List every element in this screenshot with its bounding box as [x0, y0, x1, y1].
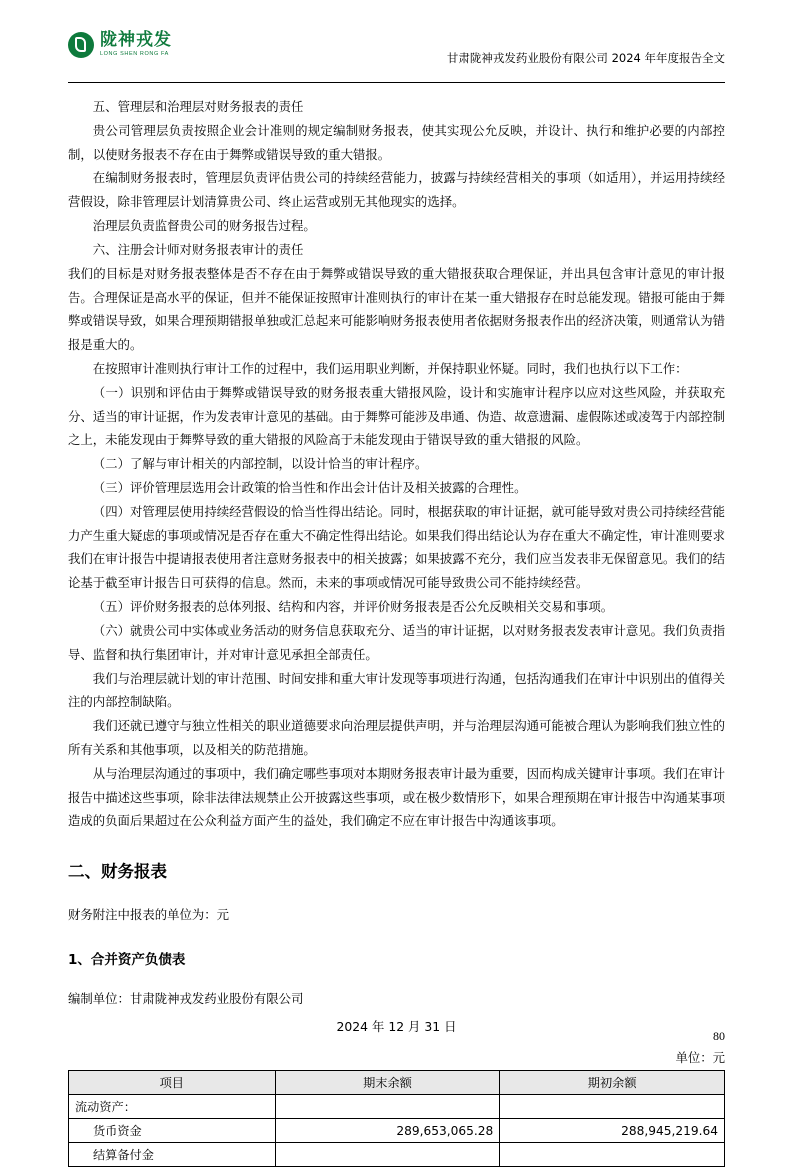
table-row [69, 1119, 725, 1143]
column-header-beginning-balance: 期初余额 [500, 1071, 725, 1095]
company-logo [68, 32, 172, 58]
paragraph: （六）就贵公司中实体或业务活动的财务信息获取充分、适当的审计证据，以对财务报表发表审计意见。我们负责指导、监督和执行集团审计，并对审计意见承担全部责任。 [68, 622, 725, 662]
paragraph: （二）了解与审计相关的内部控制，以设计恰当的审计程序。 [92, 456, 428, 472]
paragraph: （五）评价财务报表的总体列报、结构和内容，并评价财务报表是否公允反映相关交易和事项。 [92, 599, 614, 615]
report-date: 2024 年 12 月 31 日 [336, 1018, 457, 1034]
body-text [68, 95, 725, 833]
unit-label: 单位：元 [675, 1050, 725, 1066]
paragraph: （一）识别和评估由于舞弊或错误导致的财务报表重大错报风险，设计和实施审计程序以应对这些风险，并获取充分、适当的审计证据，作为发表审计意见的基础。由于舞弊可能涉及串通、伪造、故意遗漏、虚假陈述或凌驾于内部控制之上，未能发现由于舞弊导致的重大错报的风险高于未能发现由于错误导致的重大错报的风险。 [68, 384, 725, 448]
logo-english-name: LONG SHEN RONG FA [100, 51, 169, 58]
paragraph: 在编制财务报表时，管理层负责评估贵公司的持续经营能力，披露与持续经营相关的事项（如适用），并运用持续经营假设，除非管理层计划清算贵公司、终止运营或别无其他现实的选择。 [68, 170, 725, 210]
paragraph: 从与治理层沟通过的事项中，我们确定哪些事项对本期财务报表审计最为重要，因而构成关键审计事项。我们在审计报告中描述这些事项，除非法律法规禁止公开披露这些事项，或在极少数情形下，如果合理预期在审计报告中沟通某事项造成的负面后果超过在公众利益方面产生的益处，我们确定不应在审计报告中沟通该事项。 [68, 765, 725, 829]
heading-five: 五、管理层和治理层对财务报表的责任 [92, 99, 304, 114]
paragraph: （三）评价管理层选用会计政策的恰当性和作出会计估计及相关披露的合理性。 [92, 480, 527, 495]
row-ending-balance [275, 1095, 500, 1119]
column-header-item: 项目 [69, 1071, 276, 1095]
logo-mark-icon [68, 32, 94, 58]
row-beginning-balance [500, 1095, 725, 1119]
paragraph: 我们还就已遵守与独立性相关的职业道德要求向治理层提供声明，并与治理层沟通可能被合理认为影响我们独立性的所有关系和其他事项，以及相关的防范措施。 [68, 718, 725, 757]
subsection-title: 1、合并资产负债表 [68, 951, 186, 968]
row-label: 货币资金 [69, 1119, 276, 1143]
column-header-ending-balance: 期末余额 [275, 1071, 500, 1095]
paragraph: 贵公司管理层负责按照企业会计准则的规定编制财务报表，使其实现公允反映，并设计、执行和维护必要的内部控制，以使财务报表不存在由于舞弊或错误导致的重大错报。 [68, 122, 725, 162]
logo-chinese-name: 陇神戎发 [100, 30, 172, 51]
report-date-line [68, 1016, 725, 1038]
paragraph: 我们的目标是对财务报表整体是否不存在由于舞弊或错误导致的重大错报获取合理保证，并出具包含审计意见的审计报告。合理保证是高水平的保证，但并不能保证按照审计准则执行的审计在某一重大错报存在时总能发现。错报可能由于舞弊或错误导致，如果合理预期错报单独或汇总起来可能影响财务报表使用者依据财务报表作出的经济决策，则通常认为错报是重大的。 [68, 265, 725, 353]
header-report-title: 甘肃陇神戎发药业股份有限公司 2024 年年度报告全文 [446, 51, 725, 65]
row-ending-balance: 289,653,065.28 [275, 1119, 500, 1143]
prepared-by-line [68, 988, 725, 1010]
paragraph: 在按照审计准则执行审计工作的过程中，我们运用职业判断，并保持职业怀疑。同时，我们也执行以下工作： [92, 360, 688, 376]
paragraph: （四）对管理层使用持续经营假设的恰当性得出结论。同时，根据获取的审计证据，就可能导致对贵公司持续经营能力产生重大疑虑的事项或情况是否存在重大不确定性得出结论。如果我们得出结论认为存在重大不确定性，审计准则要求我们在审计报告中提请报表使用者注意财务报表中的相关披露；如果披露不充分，我们应当发表非无保留意见。我们的结论基于截至审计报告日可获得的信息。然而，未来的事项或情况可能导致贵公司不能持续经营。 [68, 503, 725, 591]
paragraph: 治理层负责监督贵公司的财务报告过程。 [92, 218, 316, 234]
unit-note: 财务附注中报表的单位为：元 [68, 906, 230, 922]
heading-six: 六、注册会计师对财务报表审计的责任 [92, 241, 304, 257]
prepared-by: 编制单位：甘肃陇神戎发药业股份有限公司 [68, 990, 304, 1006]
page-number: 80 [713, 1029, 725, 1043]
row-beginning-balance [500, 1143, 725, 1167]
balance-sheet-table [68, 1070, 725, 1167]
section-title: 二、财务报表 [68, 862, 167, 882]
table-row [69, 1143, 725, 1167]
row-beginning-balance: 288,945,219.64 [500, 1119, 725, 1143]
page-content [68, 0, 725, 1167]
logo-text [100, 32, 172, 58]
header-divider [68, 82, 725, 83]
table-row [69, 1095, 725, 1119]
page-header [68, 32, 725, 78]
table-header-row [69, 1071, 725, 1095]
row-label: 流动资产： [69, 1095, 276, 1119]
paragraph: 我们与治理层就计划的审计范围、时间安排和重大审计发现等事项进行沟通，包括沟通我们在审计中识别出的值得关注的内部控制缺陷。 [68, 670, 725, 710]
row-label: 结算备付金 [69, 1143, 276, 1167]
row-ending-balance [275, 1143, 500, 1167]
